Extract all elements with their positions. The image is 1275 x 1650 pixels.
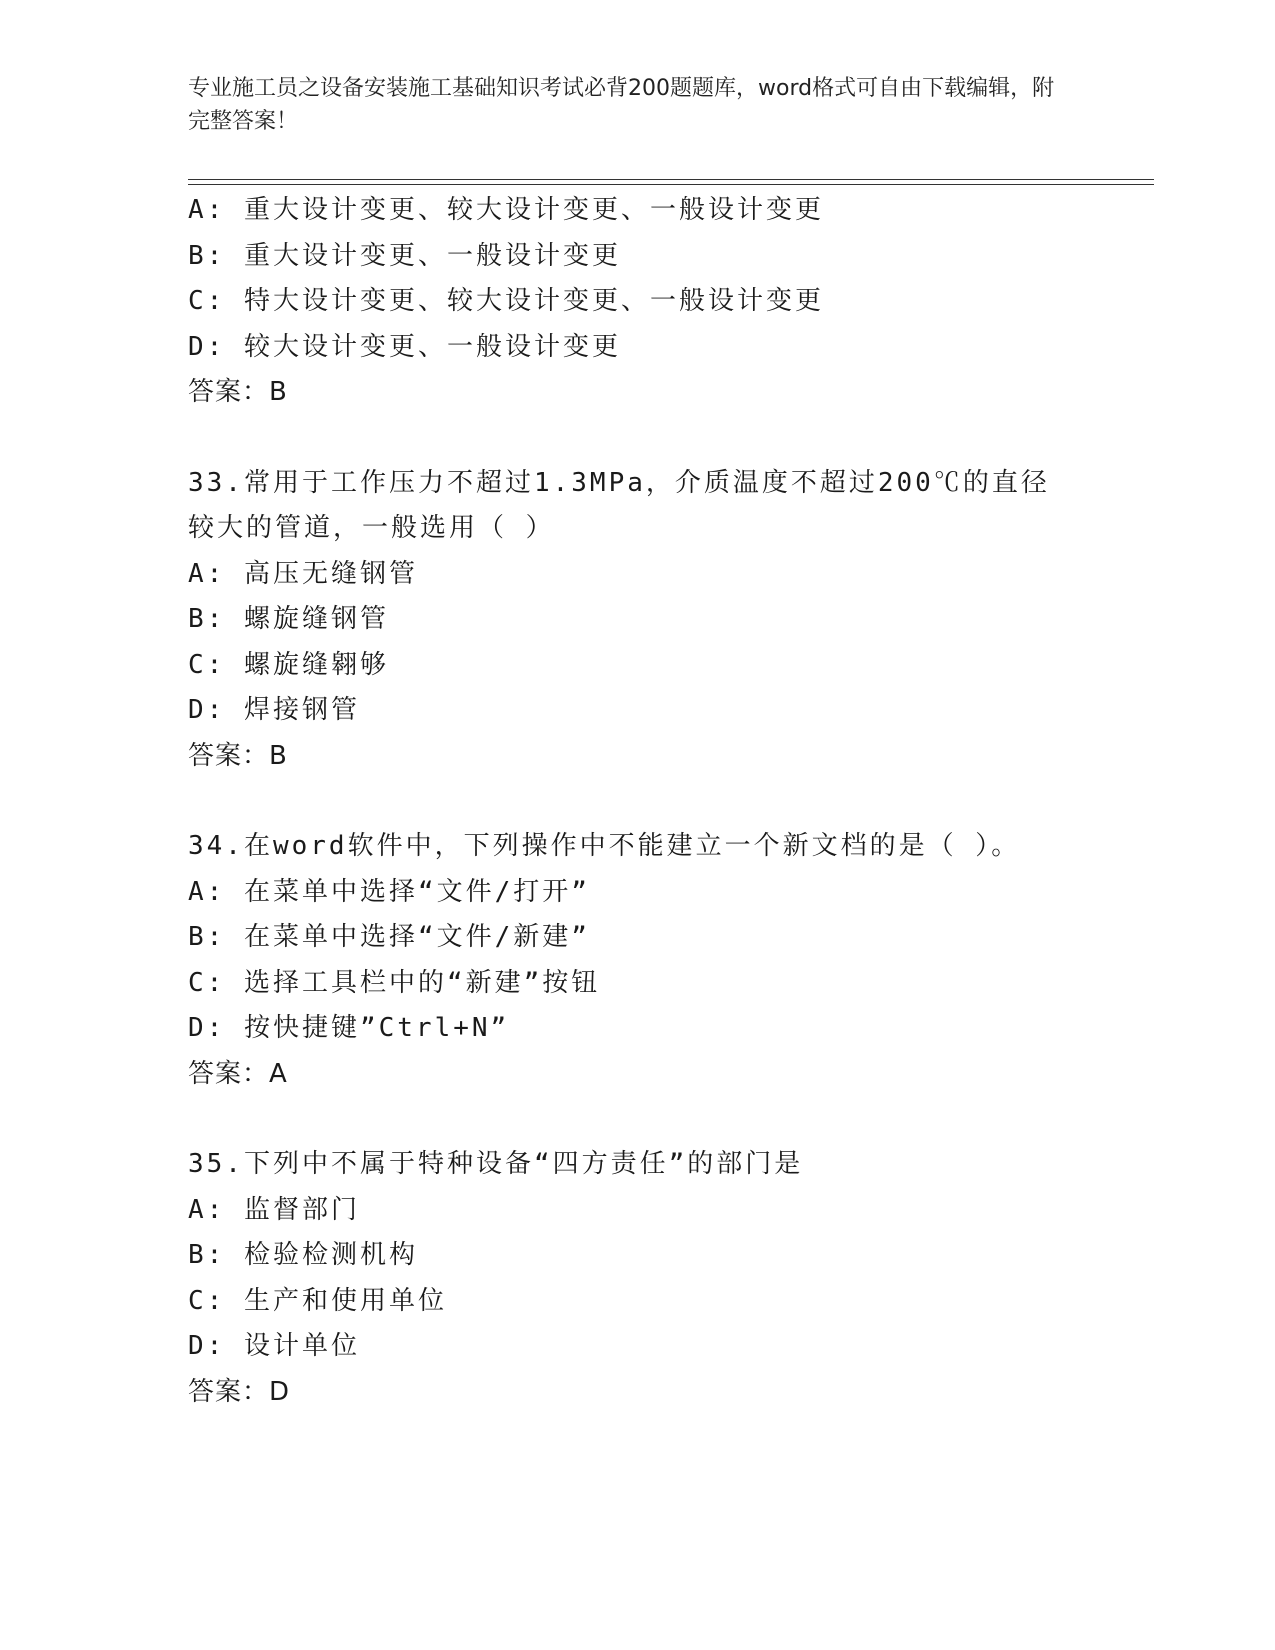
question-list [188, 188, 1148, 1415]
option-b: B: 检验检测机构 [188, 1240, 418, 1270]
page-header: 专业施工员之设备安装施工基础知识考试必背200题题库，word格式可自由下载编辑，附完整答案！ [188, 76, 1055, 134]
option-a: A: 重大设计变更、较大设计变更、一般设计变更 [188, 195, 824, 225]
option-a: A: 高压无缝钢管 [188, 558, 418, 589]
option-a: A: 在菜单中选择“文件/打开” [188, 876, 590, 907]
answer-line: 答案：D [188, 1376, 291, 1407]
header-rule-top [188, 179, 1154, 180]
question-title: 33.常用于工作压力不超过1.3MPa，介质温度不超过200℃的直径较大的管道，一般选用（ ） [188, 467, 1050, 543]
option-d: D: 设计单位 [188, 1331, 360, 1361]
question-title: 35.下列中不属于特种设备“四方责任”的部门是 [188, 1149, 804, 1179]
option-d: D: 较大设计变更、一般设计变更 [188, 331, 621, 362]
option-c: C: 生产和使用单位 [188, 1285, 447, 1316]
answer-line: 答案：B [188, 740, 288, 771]
spacer [188, 416, 1148, 461]
option-b: B: 螺旋缝钢管 [188, 604, 389, 634]
option-b: B: 在菜单中选择“文件/新建” [188, 922, 590, 952]
option-d: D: 按快捷键”Ctrl+N” [188, 1013, 510, 1043]
option-c: C: 螺旋缝翱够 [188, 649, 389, 680]
question-33 [188, 461, 1148, 780]
option-c: C: 选择工具栏中的“新建”按钮 [188, 967, 601, 998]
spacer [188, 779, 1148, 824]
question-35 [188, 1142, 1148, 1415]
question-32 [188, 188, 1148, 416]
option-a: A: 监督部门 [188, 1194, 360, 1225]
header-rule-bottom [188, 184, 1154, 185]
question-title: 34.在word软件中，下列操作中不能建立一个新文档的是（ ）。 [188, 831, 1021, 861]
answer-line: 答案：A [188, 1058, 288, 1089]
spacer [188, 1097, 1148, 1142]
option-d: D: 焊接钢管 [188, 695, 360, 725]
answer-line: 答案：B [188, 377, 288, 407]
option-b: B: 重大设计变更、一般设计变更 [188, 240, 621, 271]
question-34 [188, 824, 1148, 1097]
option-c: C: 特大设计变更、较大设计变更、一般设计变更 [188, 286, 824, 316]
